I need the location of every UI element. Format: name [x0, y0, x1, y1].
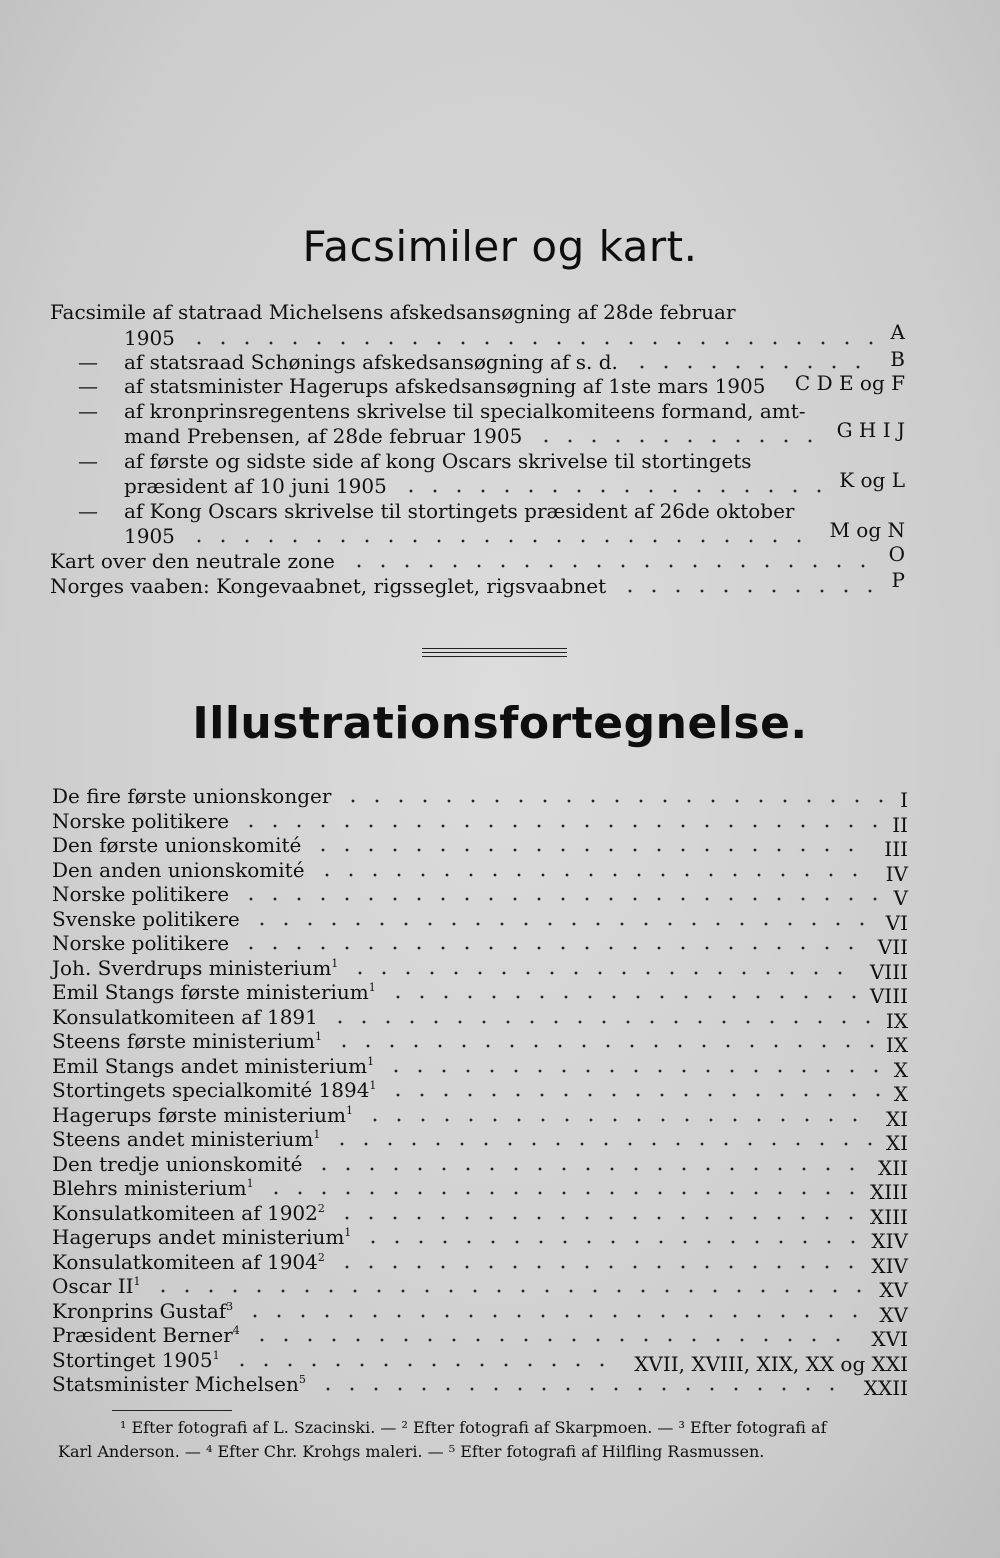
facsimile-page-ref: C D E og F	[794, 371, 905, 395]
illustration-entry-text	[52, 784, 331, 808]
illustration-title: Den anden unionskomité	[52, 857, 305, 882]
facsimile-entry-text: af statsraad Schønings afskedsansøgning af s. d.	[124, 350, 618, 374]
illustration-entry-text	[52, 1005, 318, 1029]
illustration-title: Blehrs ministerium	[52, 1176, 247, 1200]
leader-dots	[384, 1068, 882, 1074]
footnote-marker: 1	[345, 1103, 353, 1117]
leader-dots	[534, 438, 824, 444]
illustration-page-ref: VIII	[869, 984, 908, 1008]
leader-dots	[332, 1043, 874, 1049]
illustration-page-ref: XXII	[863, 1376, 908, 1400]
illustration-page-ref: VI	[885, 910, 908, 935]
illustration-page-ref: IV	[885, 861, 908, 886]
facsimile-entry-text: mand Prebensen, af 28de februar 1905	[124, 424, 523, 448]
illustration-entry-text	[52, 1127, 320, 1151]
illustration-entry-text	[52, 833, 301, 857]
leader-dots	[230, 1362, 623, 1368]
illustration-entry-text	[52, 1103, 353, 1127]
illustration-page-ref: IX	[885, 1033, 908, 1057]
illustration-title: Hagerups andet ministerium	[52, 1225, 345, 1249]
facsimile-page-ref: K og L	[839, 468, 905, 492]
facsimile-entry-text: af statsminister Hagerups afskedsansøgning af 1ste mars 1905	[124, 374, 766, 398]
illustration-title: Steens første ministerium	[52, 1029, 315, 1053]
leader-dots	[315, 872, 874, 878]
footnote-marker: 1	[133, 1275, 141, 1288]
facsimile-page-ref: G H I J	[836, 418, 905, 442]
footnote-marker: 1	[368, 981, 376, 994]
illustration-entry-text	[52, 858, 305, 882]
illustration-title: Statsminister Michelsen	[52, 1372, 299, 1396]
illustration-entry-text	[52, 1201, 325, 1225]
illustration-page-ref: XII	[877, 1155, 908, 1180]
facsimile-entry-text: 1905	[124, 524, 175, 548]
illustration-title: Svenske politikere	[52, 906, 240, 931]
illustration-entry-text	[52, 1225, 351, 1249]
illustration-page-ref: III	[884, 837, 908, 861]
illustration-title: Norske politikere	[52, 882, 230, 906]
illustration-entry-text	[52, 1299, 233, 1323]
leader-dots	[330, 1141, 874, 1147]
illustration-title: Den første unionskomité	[52, 833, 302, 857]
facsimile-entry-text: Facsimile af statraad Michelsens afskedsansøgning af 28de februar	[50, 300, 736, 324]
illustrations-heading: Illustrationsfortegnelse.	[192, 698, 808, 749]
footnote-line: Karl Anderson. — ⁴ Efter Chr. Krohgs maleri. — ⁵ Efter fotografi af Hilfling Rasmussen.	[58, 1442, 765, 1461]
illustration-entry-text	[52, 1054, 374, 1078]
facsimiles-heading: Facsimiler og kart.	[302, 222, 698, 271]
illustration-title: Norske politikere	[52, 808, 230, 833]
leader-dots	[347, 563, 877, 569]
illustration-title: Præsident Berner	[52, 1323, 233, 1347]
illustration-entry-text	[52, 1152, 302, 1176]
illustration-page-ref: XV	[879, 1278, 908, 1302]
illustration-title: Kronprins Gustaf	[52, 1298, 227, 1323]
facsimile-entry-text: Norges vaaben: Kongevaabnet, rigsseglet, rigsvaabnet	[50, 574, 607, 598]
leader-dots	[250, 921, 874, 927]
illustration-title: Joh. Sverdrups ministerium	[52, 955, 332, 980]
leader-dots	[187, 340, 879, 346]
illustration-title: Norske politikere	[52, 931, 230, 955]
illustration-title: Oscar II	[52, 1274, 134, 1298]
facsimile-entry-text: Kart over den neutrale zone	[50, 549, 335, 573]
facsimile-page-ref: M og N	[829, 518, 905, 542]
leader-dots	[335, 1215, 858, 1221]
leader-dots	[399, 488, 827, 494]
section-divider	[422, 648, 567, 649]
facsimile-entry-text: af første og sidste side af kong Oscars skrivelse til stortingets	[124, 449, 752, 473]
illustration-page-ref: IX	[885, 1008, 908, 1033]
facsimile-page-ref: B	[890, 347, 905, 371]
illustration-entry-text	[52, 1323, 240, 1347]
leader-dots	[316, 1386, 852, 1392]
illustration-title: Steens andet ministerium	[52, 1127, 314, 1151]
facsimile-page-ref: P	[891, 568, 905, 592]
leader-dots	[311, 847, 872, 853]
illustration-page-ref: VII	[877, 935, 908, 959]
leader-dots	[363, 1117, 874, 1123]
footnote-marker: 1	[315, 1030, 322, 1043]
footnote-marker: 2	[317, 1201, 325, 1215]
leader-dots	[187, 538, 818, 544]
leader-dots	[239, 945, 866, 951]
ditto-dash: —	[78, 399, 98, 423]
footnote-marker: 4	[232, 1324, 240, 1337]
illustration-title: Konsulatkomiteen af 1904	[52, 1249, 318, 1274]
illustration-title: De fire første unionskonger	[52, 784, 332, 808]
illustration-entry-text	[52, 907, 240, 931]
section-divider	[422, 652, 567, 653]
footnote-marker: 1	[331, 956, 339, 970]
illustration-page-ref: II	[892, 812, 908, 837]
leader-dots	[630, 364, 878, 370]
leader-dots	[264, 1190, 858, 1196]
illustration-title: Stortingets specialkomité 1894	[52, 1078, 370, 1102]
illustration-entry-text	[52, 956, 338, 980]
illustration-entry-text	[52, 1274, 141, 1298]
illustration-page-ref: XI	[885, 1106, 908, 1131]
illustration-entry-text	[52, 1372, 306, 1396]
footnote-marker: 1	[246, 1177, 254, 1190]
facsimile-page-ref: A	[890, 320, 905, 344]
illustration-title: Emil Stangs andet ministerium	[52, 1053, 368, 1078]
footnote-marker: 5	[298, 1373, 306, 1386]
footnote-rule	[112, 1410, 232, 1411]
facsimile-entry-text: af kronprinsregentens skrivelse til specialkomiteens formand, amt-	[124, 399, 806, 423]
illustration-entry-text	[52, 1078, 376, 1102]
illustration-page-ref: XIV	[871, 1229, 908, 1253]
leader-dots	[239, 896, 881, 902]
leader-dots	[361, 1239, 859, 1245]
illustration-entry-text	[52, 809, 229, 833]
illustration-page-ref: V	[893, 886, 908, 910]
footnote-marker: 1	[344, 1226, 352, 1239]
illustration-title: Konsulatkomiteen af 1902	[52, 1200, 318, 1225]
leader-dots	[239, 823, 880, 829]
illustration-page-ref: VIII	[869, 959, 908, 984]
leader-dots	[618, 588, 879, 594]
footnote-marker: 1	[369, 1079, 377, 1092]
illustration-page-ref: XVII, XVIII, XIX, XX og XXI	[634, 1351, 908, 1376]
facsimile-entry-text: præsident af 10 juni 1905	[124, 474, 387, 498]
footnote-marker: 3	[226, 1299, 234, 1313]
facsimile-entry-text: af Kong Oscars skrivelse til stortingets præsident af 26de oktober	[124, 499, 795, 523]
illustration-page-ref: X	[893, 1057, 908, 1082]
illustration-entry-text	[52, 882, 229, 906]
section-divider	[422, 656, 567, 657]
footnote-marker: 1	[212, 1348, 220, 1362]
illustration-page-ref: XI	[885, 1131, 908, 1155]
illustration-entry-text	[52, 980, 376, 1004]
ditto-dash: —	[78, 350, 98, 374]
illustration-entry-text	[52, 1250, 325, 1274]
illustration-entry-text	[52, 1348, 220, 1372]
leader-dots	[243, 1313, 867, 1319]
leader-dots	[250, 1337, 860, 1343]
illustration-page-ref: XVI	[871, 1327, 908, 1351]
illustration-page-ref: XIV	[871, 1253, 908, 1278]
leader-dots	[386, 1092, 881, 1098]
illustration-title: Hagerups første ministerium	[52, 1102, 346, 1127]
facsimile-page-ref: O	[888, 542, 905, 566]
footnote-marker: 1	[367, 1054, 375, 1068]
ditto-dash: —	[78, 499, 98, 523]
illustration-page-ref: X	[893, 1082, 908, 1106]
illustration-title: Stortinget 1905	[52, 1347, 213, 1372]
footnote-line: ¹ Efter fotografi af L. Szacinski. — ² Efter fotografi af Skarpmoen. — ³ Efter fotografi af	[120, 1418, 827, 1437]
illustration-title: Den tredje unionskomité	[52, 1151, 303, 1176]
illustration-entry-text	[52, 1176, 254, 1200]
footnote-marker: 1	[313, 1128, 321, 1141]
illustration-entry-text	[52, 931, 229, 955]
illustration-page-ref: XV	[879, 1302, 908, 1327]
footnote-marker: 2	[317, 1250, 325, 1264]
ditto-dash: —	[78, 449, 98, 473]
illustration-title: Konsulatkomiteen af 1891	[52, 1004, 318, 1029]
leader-dots	[312, 1166, 865, 1172]
leader-dots	[328, 1019, 874, 1025]
leader-dots	[341, 798, 888, 804]
leader-dots	[151, 1288, 868, 1294]
illustration-page-ref: XIII	[870, 1180, 908, 1204]
leader-dots	[348, 970, 858, 976]
leader-dots	[386, 994, 858, 1000]
ditto-dash: —	[78, 374, 98, 398]
illustration-page-ref: I	[900, 788, 908, 812]
illustration-page-ref: XIII	[870, 1204, 908, 1229]
leader-dots	[335, 1264, 860, 1270]
facsimile-entry-text: 1905	[124, 326, 175, 350]
illustration-title: Emil Stangs første ministerium	[52, 980, 369, 1004]
illustration-entry-text	[52, 1029, 322, 1053]
